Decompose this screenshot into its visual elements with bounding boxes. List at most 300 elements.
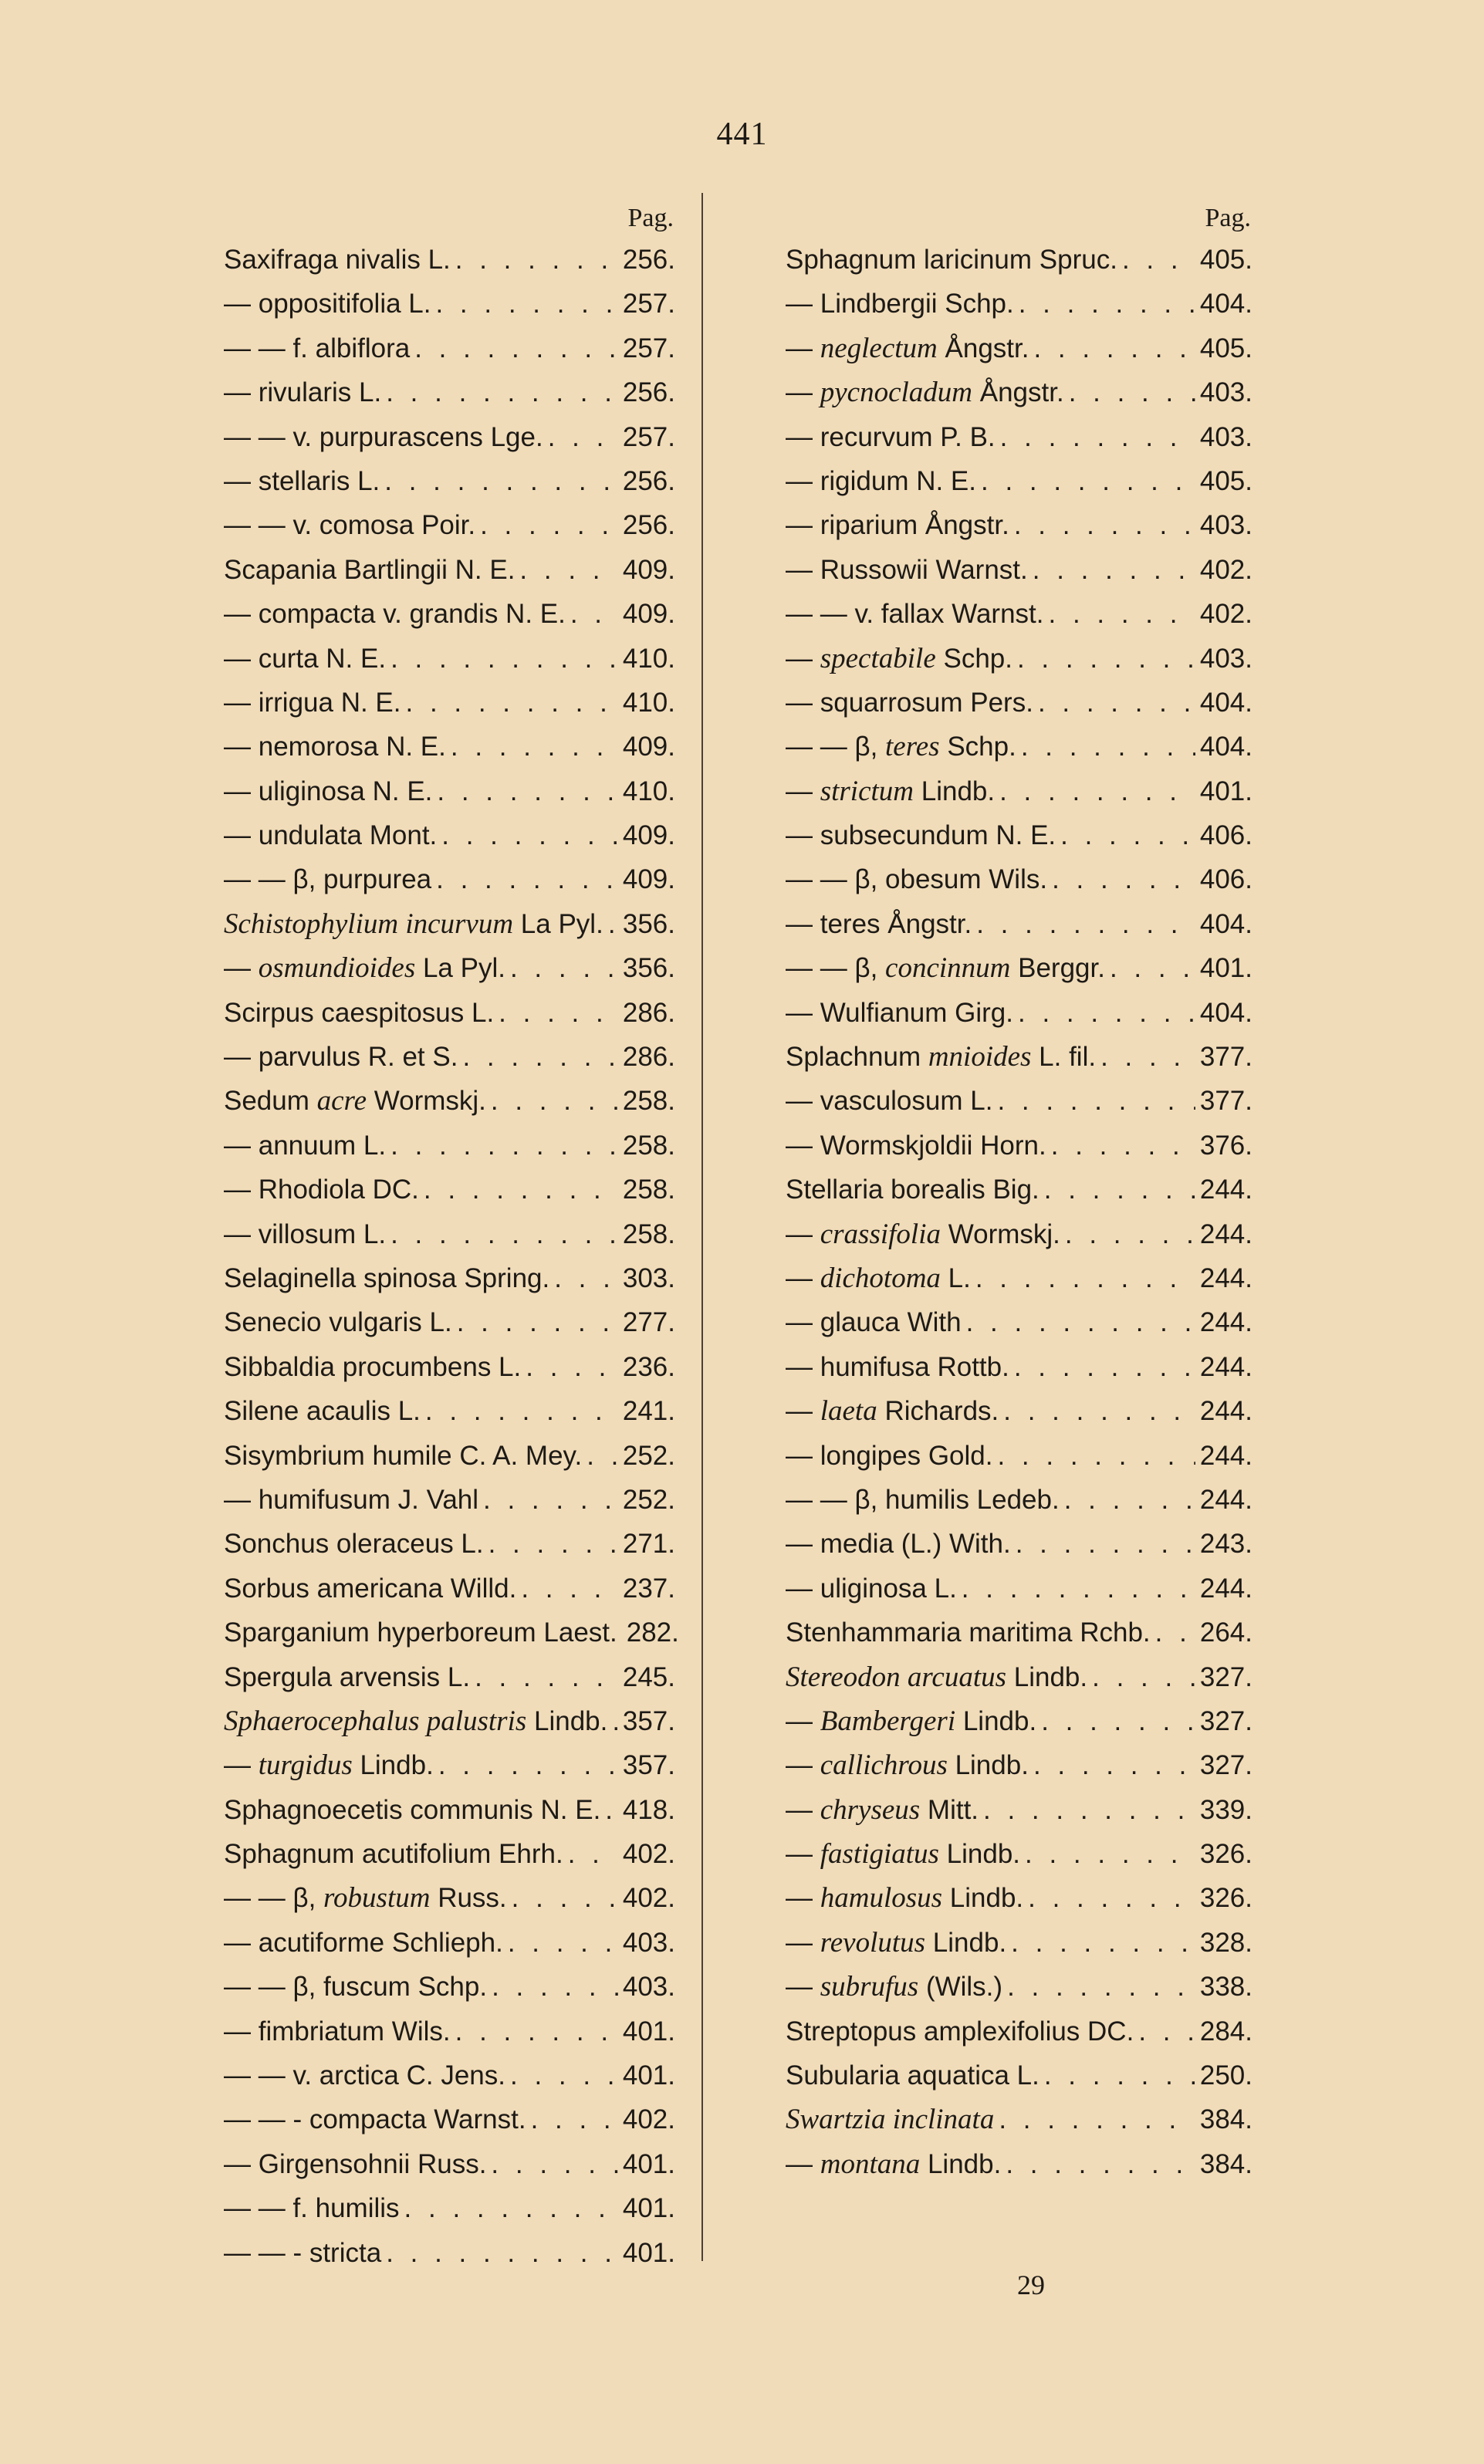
entry-name bbox=[786, 415, 996, 459]
entry-page: 241. bbox=[622, 1396, 675, 1427]
entry-name bbox=[786, 1389, 999, 1433]
entry-page: 277. bbox=[622, 1307, 675, 1338]
dot-leader bbox=[1028, 1876, 1195, 1920]
entry-name-text: — stellaris L. bbox=[224, 465, 380, 496]
entry-name-text: — Girgensohnii Russ. bbox=[224, 2148, 487, 2179]
entry-page: 403. bbox=[1199, 377, 1252, 408]
entry-name-text: — longipes Gold. bbox=[786, 1440, 993, 1471]
index-entry bbox=[786, 2009, 1252, 2053]
entry-name-italic: mnioides bbox=[928, 1041, 1032, 1073]
index-entry bbox=[224, 1124, 675, 1168]
entry-name-text: Senecio vulgaris L. bbox=[224, 1307, 452, 1338]
entry-name-text: — teres Ångstr. bbox=[786, 908, 972, 939]
entry-page: 403. bbox=[1199, 421, 1252, 452]
entry-name bbox=[224, 857, 431, 901]
entry-name-italic: Sphaerocephalus palustris bbox=[224, 1705, 527, 1737]
dot-leader bbox=[962, 1567, 1195, 1611]
index-entry bbox=[786, 725, 1252, 769]
entry-name bbox=[786, 1300, 962, 1344]
entry-name bbox=[224, 946, 505, 990]
dot-leader bbox=[983, 1788, 1195, 1832]
index-entry bbox=[786, 991, 1252, 1035]
dot-leader bbox=[976, 902, 1195, 946]
entry-name-text: — rigidum N. E. bbox=[786, 465, 976, 496]
dot-leader bbox=[519, 548, 617, 592]
index-entry bbox=[224, 1567, 675, 1611]
dot-leader bbox=[997, 1434, 1195, 1478]
entry-name-text: — humifusum J. Vahl bbox=[224, 1484, 479, 1515]
entry-page: 252. bbox=[622, 1484, 675, 1515]
entry-name-text: — bbox=[786, 1262, 820, 1293]
entry-name-text: — bbox=[786, 776, 820, 806]
entry-page: 244. bbox=[1199, 1440, 1252, 1471]
entry-name bbox=[786, 1212, 1060, 1256]
entry-name bbox=[224, 902, 603, 946]
index-entry bbox=[224, 637, 675, 681]
dot-leader bbox=[1019, 282, 1195, 326]
entry-page: 243. bbox=[1199, 1529, 1252, 1560]
entry-page: 409. bbox=[622, 732, 675, 762]
entry-name bbox=[224, 1522, 484, 1566]
entry-name-text: Stenhammaria maritima Rchb. bbox=[786, 1617, 1151, 1648]
entry-name-text: — rivularis L. bbox=[224, 377, 382, 408]
index-entry bbox=[786, 1035, 1252, 1079]
entry-page: 402. bbox=[622, 1839, 675, 1870]
index-column-left bbox=[224, 199, 679, 2275]
entry-name bbox=[786, 2053, 1039, 2097]
entry-page: 252. bbox=[622, 1440, 675, 1471]
dot-leader bbox=[999, 2097, 1195, 2141]
entry-page: 244. bbox=[1199, 1307, 1252, 1338]
entry-name bbox=[786, 769, 995, 813]
entry-name-author: Schp. bbox=[935, 643, 1012, 674]
entry-page: 401. bbox=[1199, 776, 1252, 806]
dot-leader bbox=[1018, 991, 1195, 1035]
entry-name-text: — bbox=[786, 1396, 820, 1427]
index-entry bbox=[224, 238, 675, 282]
entry-name-author: Richards. bbox=[877, 1396, 999, 1427]
entry-name-text: — oppositifolia L. bbox=[224, 289, 431, 319]
entry-name bbox=[786, 548, 1028, 592]
index-entry bbox=[224, 592, 675, 636]
dot-leader bbox=[462, 1035, 617, 1079]
entry-page: 258. bbox=[622, 1130, 675, 1161]
dot-leader bbox=[1051, 1124, 1195, 1168]
entry-page: 410. bbox=[622, 776, 675, 806]
entry-name-text: — subsecundum N. E. bbox=[786, 820, 1056, 851]
entry-name bbox=[224, 1256, 549, 1300]
entry-name-italic: concinnum bbox=[885, 952, 1011, 985]
entry-page: 338. bbox=[1199, 1972, 1252, 2003]
dot-leader bbox=[548, 415, 618, 459]
entry-name bbox=[786, 282, 1014, 326]
entry-name-text: — — - compacta Warnst. bbox=[224, 2104, 526, 2135]
index-entry bbox=[786, 238, 1252, 282]
entry-name bbox=[224, 1788, 600, 1832]
entry-page: 403. bbox=[1199, 510, 1252, 541]
entry-name-text: — — β, bbox=[786, 953, 886, 984]
entry-name bbox=[224, 1079, 486, 1123]
entry-page: 406. bbox=[1199, 820, 1252, 851]
entry-name bbox=[224, 282, 431, 326]
entry-name bbox=[224, 548, 515, 592]
entry-page: 404. bbox=[1199, 908, 1252, 939]
dot-leader bbox=[1069, 370, 1195, 414]
index-entry bbox=[786, 282, 1252, 326]
entry-name bbox=[224, 1832, 563, 1876]
index-entry bbox=[786, 1212, 1252, 1256]
entry-name bbox=[224, 1300, 452, 1344]
entry-name-text: Scapania Bartlingii N. E. bbox=[224, 554, 516, 585]
entry-name-text: — — β, fuscum Schp. bbox=[224, 1972, 488, 2003]
dot-leader bbox=[424, 1168, 618, 1212]
entry-name bbox=[786, 725, 1016, 769]
dot-leader bbox=[1044, 2053, 1195, 2097]
entry-name-text: — uliginosa N. E. bbox=[224, 776, 433, 806]
entry-name-text: Subularia aquatica L. bbox=[786, 2060, 1039, 2091]
entry-name bbox=[786, 503, 1009, 547]
dot-leader bbox=[492, 1965, 618, 2009]
index-entry bbox=[224, 902, 675, 946]
dot-leader bbox=[435, 282, 617, 326]
dot-leader bbox=[508, 1921, 618, 1965]
index-entry bbox=[224, 370, 675, 414]
entry-name bbox=[786, 637, 1012, 681]
entry-name-text: — Wulfianum Girg. bbox=[786, 997, 1013, 1028]
index-entry bbox=[786, 1434, 1252, 1478]
entry-page: 406. bbox=[1199, 864, 1252, 895]
index-entry bbox=[786, 503, 1252, 547]
entry-name-italic: chryseus bbox=[820, 1793, 921, 1826]
entry-page: 409. bbox=[622, 554, 675, 585]
index-entry bbox=[224, 1168, 675, 1212]
dot-leader bbox=[1092, 1655, 1195, 1699]
entry-name bbox=[224, 2097, 526, 2141]
index-entry bbox=[786, 902, 1252, 946]
entry-name-text: Sisymbrium humile C. A. Mey. bbox=[224, 1440, 583, 1471]
entry-name bbox=[224, 2186, 400, 2230]
entry-name-text: — recurvum P. B. bbox=[786, 421, 996, 452]
entry-name-author: Russ. bbox=[430, 1883, 507, 1914]
dot-leader bbox=[406, 681, 618, 725]
index-entry bbox=[786, 370, 1252, 414]
dot-leader bbox=[1041, 1699, 1195, 1743]
entry-name-author: Ångstr. bbox=[972, 377, 1064, 408]
entry-page: 410. bbox=[622, 687, 675, 718]
entry-page: 256. bbox=[622, 377, 675, 408]
dot-leader bbox=[521, 1567, 618, 1611]
entry-name bbox=[786, 1478, 1060, 1522]
entry-name bbox=[224, 2231, 381, 2275]
index-entry bbox=[224, 503, 675, 547]
dot-leader bbox=[981, 459, 1195, 503]
dot-leader bbox=[1065, 1212, 1195, 1256]
entry-page: 401. bbox=[622, 2148, 675, 2179]
entry-name-author: Lindb. bbox=[942, 1883, 1024, 1914]
entry-name-text: Saxifraga nivalis L. bbox=[224, 245, 451, 275]
entry-page: 264. bbox=[1199, 1617, 1252, 1648]
entry-page: 244. bbox=[1199, 1218, 1252, 1249]
index-entry bbox=[786, 637, 1252, 681]
dot-leader bbox=[1049, 592, 1195, 636]
entry-name-author: Lindb. bbox=[920, 2148, 1002, 2179]
entry-name bbox=[224, 1478, 478, 1522]
index-entry bbox=[224, 415, 675, 459]
index-entry bbox=[786, 1079, 1252, 1123]
entry-name-text: — — v. comosa Poir. bbox=[224, 510, 476, 541]
entry-name bbox=[786, 1876, 1023, 1920]
index-entry bbox=[224, 2053, 675, 2097]
entry-name-text: — bbox=[786, 2148, 820, 2179]
entry-page: 356. bbox=[622, 908, 675, 939]
entry-name bbox=[786, 1035, 1096, 1079]
index-entry bbox=[786, 1256, 1252, 1300]
index-entry bbox=[786, 1965, 1252, 2009]
entry-name-italic: hamulosus bbox=[820, 1882, 943, 1915]
entry-page: 236. bbox=[622, 1351, 675, 1382]
index-entry bbox=[224, 813, 675, 857]
entry-page: 402. bbox=[622, 1883, 675, 1914]
dot-leader bbox=[499, 991, 618, 1035]
entry-name-italic: teres bbox=[885, 731, 940, 763]
entry-name bbox=[224, 238, 451, 282]
dot-leader bbox=[414, 326, 618, 370]
dot-leader bbox=[1155, 1611, 1195, 1654]
entry-page: 244. bbox=[1199, 1484, 1252, 1515]
index-entry bbox=[224, 1079, 675, 1123]
index-entry bbox=[224, 1522, 675, 1566]
entry-page: 326. bbox=[1199, 1883, 1252, 1914]
entry-name bbox=[224, 1389, 421, 1433]
entry-name-author: Lindb. bbox=[947, 1750, 1029, 1781]
index-entry bbox=[786, 1168, 1252, 1212]
entry-name bbox=[224, 2142, 486, 2186]
entry-name-text: Silene acaulis L. bbox=[224, 1396, 421, 1427]
entry-page: 404. bbox=[1199, 732, 1252, 762]
entry-name-text: Sparganium hyperboreum Laest. bbox=[224, 1617, 617, 1648]
entry-page: 376. bbox=[1199, 1130, 1252, 1161]
entry-name-text: — media (L.) With. bbox=[786, 1529, 1011, 1560]
index-entry bbox=[224, 1035, 675, 1079]
index-entry bbox=[224, 1655, 675, 1699]
entry-name-italic: Stereodon arcuatus bbox=[786, 1661, 1007, 1693]
entry-page: 244. bbox=[1199, 1396, 1252, 1427]
entry-name-text: Splachnum bbox=[786, 1042, 928, 1073]
entry-name bbox=[786, 1079, 992, 1123]
entry-page: 258. bbox=[622, 1218, 675, 1249]
dot-leader bbox=[425, 1389, 618, 1433]
entry-page: 250. bbox=[1199, 2060, 1252, 2091]
dot-leader bbox=[531, 2097, 618, 2141]
dot-leader bbox=[568, 1832, 618, 1876]
dot-leader bbox=[1000, 415, 1195, 459]
entry-page: 377. bbox=[1199, 1042, 1252, 1073]
dot-leader bbox=[390, 1124, 618, 1168]
dot-leader bbox=[975, 1256, 1195, 1300]
entry-name-text: — — - stricta bbox=[224, 2237, 382, 2268]
entry-name-author: Lindb. bbox=[955, 1705, 1037, 1736]
index-entry bbox=[786, 1345, 1252, 1389]
entry-name bbox=[786, 1965, 1002, 2009]
entry-page: 284. bbox=[1199, 2016, 1252, 2047]
entry-name bbox=[786, 1256, 971, 1300]
entry-page: 237. bbox=[622, 1573, 675, 1604]
entry-name-text: Sphagnum laricinum Spruc. bbox=[786, 245, 1117, 275]
entry-page: 405. bbox=[1199, 465, 1252, 496]
entry-page: 286. bbox=[622, 997, 675, 1028]
page-number: 441 bbox=[716, 117, 768, 152]
entry-name bbox=[786, 370, 1064, 414]
entry-page: 418. bbox=[622, 1794, 675, 1825]
index-entry bbox=[786, 548, 1252, 592]
dot-leader bbox=[488, 1522, 618, 1566]
index-entry bbox=[224, 2231, 675, 2275]
entry-name-author: Ångstr. bbox=[937, 333, 1029, 363]
index-entry bbox=[786, 2053, 1252, 2097]
entry-name-text: — glauca With bbox=[786, 1307, 962, 1338]
entry-name bbox=[786, 902, 972, 946]
dot-leader bbox=[438, 1743, 618, 1787]
entry-name-italic: pycnocladum bbox=[820, 377, 973, 409]
dot-leader bbox=[475, 1655, 618, 1699]
entry-page: 384. bbox=[1199, 2104, 1252, 2135]
entry-name-italic: strictum bbox=[820, 775, 914, 807]
entry-name-author: Lindb. bbox=[1006, 1661, 1088, 1692]
dot-leader bbox=[1033, 326, 1195, 370]
entry-page: 327. bbox=[1199, 1661, 1252, 1692]
entry-name bbox=[224, 503, 475, 547]
entry-name-text: Sedum bbox=[224, 1086, 317, 1117]
entry-page: 286. bbox=[622, 1042, 675, 1073]
entry-name-author: Lindb. bbox=[352, 1750, 434, 1781]
index-entry bbox=[224, 1788, 675, 1832]
entry-page: 404. bbox=[1199, 687, 1252, 718]
entry-name-italic: dichotoma bbox=[820, 1262, 941, 1294]
dot-leader bbox=[605, 1788, 618, 1832]
entry-name bbox=[786, 1743, 1029, 1787]
entry-name bbox=[224, 1699, 607, 1743]
entry-name bbox=[224, 1876, 507, 1920]
entry-name bbox=[786, 2097, 994, 2141]
entry-name-text: — acutiforme Schlieph. bbox=[224, 1927, 503, 1958]
entry-name-italic: spectabile bbox=[820, 642, 936, 674]
entry-name bbox=[786, 1168, 1039, 1212]
entry-name-author: La Pyl. bbox=[513, 908, 603, 939]
entry-page: 401. bbox=[622, 2193, 675, 2224]
entry-name bbox=[786, 1567, 957, 1611]
index-entry bbox=[786, 1300, 1252, 1344]
entry-page: 401. bbox=[622, 2016, 675, 2047]
dot-leader bbox=[491, 2142, 617, 2186]
dot-leader bbox=[455, 2009, 618, 2053]
dot-leader bbox=[526, 1345, 618, 1389]
entry-page: 404. bbox=[1199, 997, 1252, 1028]
entry-name bbox=[224, 1921, 503, 1965]
entry-name bbox=[786, 1655, 1087, 1699]
entry-name-text: — humifusa Rottb. bbox=[786, 1351, 1009, 1382]
entry-name-author: Lindb. bbox=[925, 1927, 1007, 1958]
index-entry bbox=[224, 681, 675, 725]
entry-name bbox=[224, 370, 381, 414]
index-entry bbox=[224, 1921, 675, 1965]
dot-leader bbox=[1110, 946, 1195, 990]
entry-name-italic: acre bbox=[316, 1085, 367, 1117]
entry-name bbox=[786, 1699, 1036, 1743]
entry-page: 405. bbox=[1199, 245, 1252, 275]
entry-name bbox=[224, 1611, 617, 1654]
entry-name bbox=[786, 1345, 1009, 1389]
index-entry bbox=[786, 1522, 1252, 1566]
dot-leader bbox=[1025, 1832, 1195, 1876]
entry-name-author: Mitt. bbox=[920, 1794, 979, 1825]
entry-name-text: — — f. humilis bbox=[224, 2193, 400, 2224]
dot-leader bbox=[386, 370, 618, 414]
dot-leader bbox=[1060, 813, 1195, 857]
entry-page: 403. bbox=[622, 1927, 675, 1958]
entry-name-italic: callichrous bbox=[820, 1749, 948, 1782]
dot-leader bbox=[1052, 857, 1195, 901]
dot-leader bbox=[386, 2231, 618, 2275]
dot-leader bbox=[455, 238, 618, 282]
index-entry bbox=[786, 813, 1252, 857]
entry-name bbox=[224, 1124, 386, 1168]
index-entry bbox=[224, 1611, 679, 1654]
entry-page: 402. bbox=[1199, 599, 1252, 630]
index-entry bbox=[224, 1300, 675, 1344]
entry-name-text: Streptopus amplexifolius DC. bbox=[786, 2016, 1134, 2047]
entry-name bbox=[224, 459, 380, 503]
entry-name-text: — bbox=[786, 1927, 820, 1958]
index-entry bbox=[786, 1921, 1252, 1965]
entry-name-italic: Schistophylium incurvum bbox=[224, 908, 514, 940]
entry-name-italic: Bambergeri bbox=[820, 1705, 956, 1737]
entry-page: 402. bbox=[622, 2104, 675, 2135]
entry-name-text: — annuum L. bbox=[224, 1130, 387, 1161]
pag-label-left: Pag. bbox=[627, 204, 674, 232]
entry-page: 357. bbox=[622, 1750, 675, 1781]
entry-name-italic: revolutus bbox=[820, 1926, 926, 1959]
entry-name bbox=[786, 2142, 1001, 2186]
entry-name-italic: subrufus bbox=[820, 1971, 919, 2003]
index-entry bbox=[224, 326, 675, 370]
entry-name-author: Lindb. bbox=[938, 1839, 1021, 1870]
index-entry bbox=[224, 459, 675, 503]
entry-name-text: — — β, bbox=[786, 732, 886, 762]
dot-leader bbox=[1138, 2009, 1195, 2053]
index-entry bbox=[224, 857, 675, 901]
entry-page: 282. bbox=[626, 1617, 679, 1648]
index-entry bbox=[786, 459, 1252, 503]
index-entry bbox=[224, 1743, 675, 1787]
entry-name bbox=[224, 415, 543, 459]
entry-name-author: La Pyl. bbox=[415, 953, 505, 984]
dot-leader bbox=[1021, 725, 1195, 769]
entry-name bbox=[224, 1345, 521, 1389]
entry-name bbox=[786, 1832, 1020, 1876]
entry-page: 244. bbox=[1199, 1351, 1252, 1382]
entry-page: 409. bbox=[622, 864, 675, 895]
index-entry bbox=[786, 1876, 1252, 1920]
entry-name-text: — uliginosa L. bbox=[786, 1573, 957, 1604]
entry-name-author: (Wils.) bbox=[918, 1972, 1003, 2003]
dot-leader bbox=[390, 1212, 618, 1256]
entry-name-text: Sibbaldia procumbens L. bbox=[224, 1351, 522, 1382]
entry-name-text: — compacta v. grandis N. E. bbox=[224, 599, 566, 630]
column-divider bbox=[701, 193, 703, 2261]
entry-page: 384. bbox=[1199, 2148, 1252, 2179]
index-entry bbox=[786, 1389, 1252, 1433]
index-entry bbox=[224, 1965, 675, 2009]
